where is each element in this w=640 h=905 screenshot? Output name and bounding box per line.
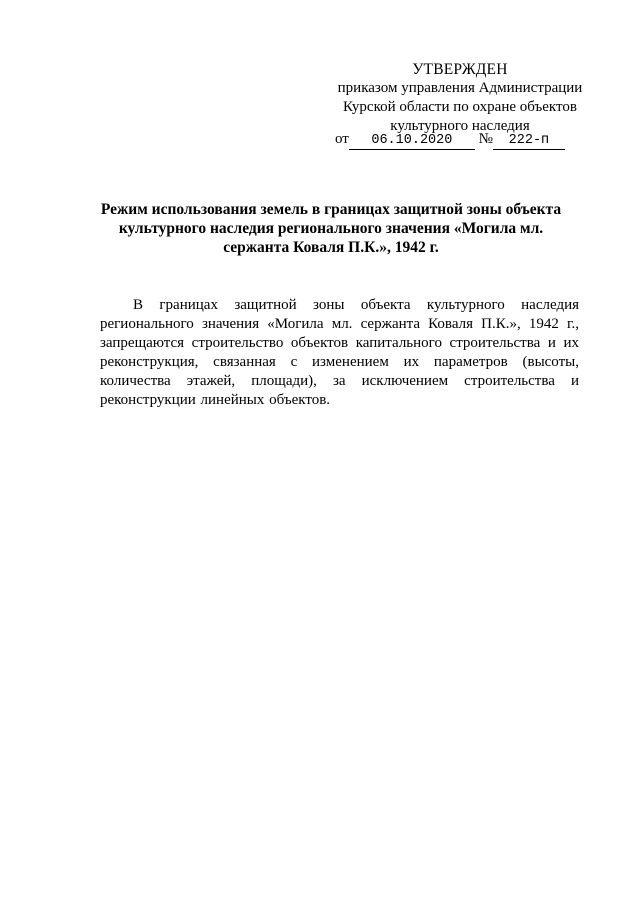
approval-line-2: Курской области по охране объектов <box>343 99 577 115</box>
approval-date-row <box>335 130 595 150</box>
date-prefix: от <box>335 131 349 147</box>
approval-stamp <box>330 60 590 136</box>
approval-line-1: приказом управления Администрации <box>337 80 583 96</box>
document-heading: Режим использования земель в границах защитной зоны объекта культурного наследия регионального значения «Могила мл. сержанта Коваля П.К.», 1942 г. <box>100 201 562 256</box>
approval-date: 06.10.2020 <box>349 133 475 150</box>
approval-number: 222-п <box>493 133 565 150</box>
document-body: В границах защитной зоны объекта культурного наследия регионального значения «Могила мл. сержанта Коваля П.К.», 1942 г., запрещаются строительство объектов капитального строительства и их реконструкция, связанная с изменением их параметров (высоты, количества этажей, площади), за исключением строительства и реконструкции линейных объектов. <box>100 297 579 408</box>
number-prefix: № <box>478 131 493 147</box>
approval-line-3: культурного наследия <box>390 118 530 134</box>
approval-title: УТВЕРЖДЕН <box>412 61 508 78</box>
